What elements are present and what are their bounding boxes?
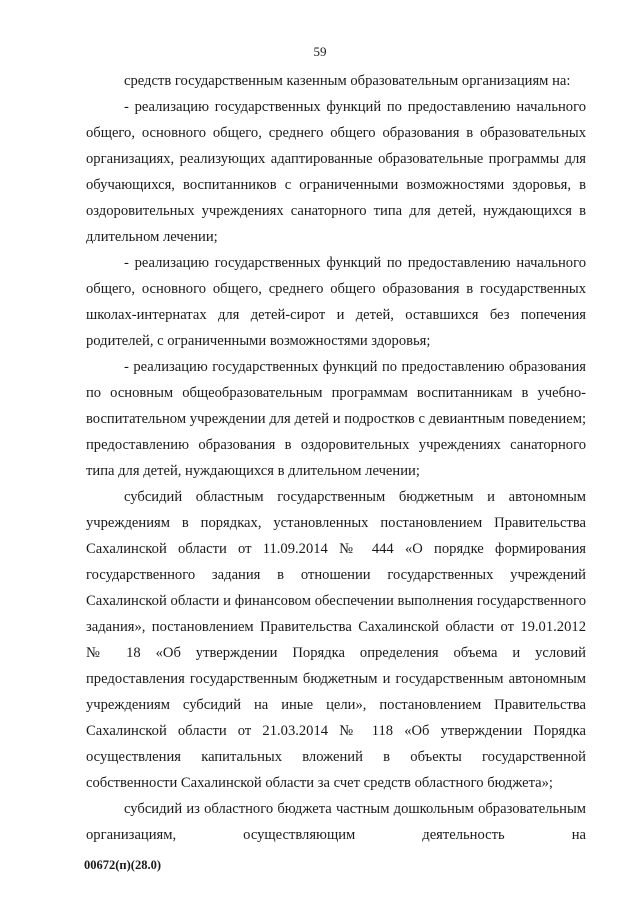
- paragraph-item-1: - реализацию государственных функций по предоставлению начального общего, основного общего, среднего общего образования в образовательных организациях, реализующих адаптированные образовательные программы для обучающихся, воспитанников с ограниченными возможностями здоровья, в оздоровительных учреждениях санаторного типа для детей, нуждающихся в длительном лечении;: [86, 99, 586, 245]
- paragraph-subsidies-private: субсидий из областного бюджета частным дошкольным образовательным организациям, осуществляющим деятельность на: [86, 801, 586, 843]
- paragraph-subsidies-budget: субсидий областным государственным бюджетным и автономным учреждениям в порядках, установленных постановлением Правительства Сахалинской области от 11.09.2014 № 444 «О порядке формирования государственного задания в отношении государственных учреждений Сахалинской области и финансовом обеспечении выполнения государственного задания», постановлением Правительства Сахалинской области от 19.01.2012 № 18 «Об утверждении Порядка определения объема и условий предоставления государственным бюджетным и государственным автономным учреждениям субсидий на иные цели», постановлением Правительства Сахалинской области от 21.03.2014 № 118 «Об утверждении Порядка осуществления капитальных вложений в объекты государственной собственности Сахалинской области за счет средств областного бюджета»;: [86, 489, 586, 791]
- document-body: [86, 68, 586, 848]
- paragraph-item-2: - реализацию государственных функций по предоставлению начального общего, основного общего, среднего общего образования в государственных школах-интернатах для детей-сирот и детей, оставшихся без попечения родителей, с ограниченными возможностями здоровья;: [86, 255, 586, 349]
- paragraph-intro: средств государственным казенным образовательным организациям на:: [124, 73, 571, 89]
- footer-document-code: 00672(п)(28.0): [84, 858, 161, 872]
- page-number: 59: [313, 44, 327, 59]
- paragraph-item-3: - реализацию государственных функций по предоставлению образования по основным общеобразовательным программам воспитанникам в учебно-воспитательном учреждении для детей и подростков с девиантным поведением; предоставлению образования в оздоровительных учреждениях санаторного типа для детей, нуждающихся в длительном лечении;: [86, 359, 586, 479]
